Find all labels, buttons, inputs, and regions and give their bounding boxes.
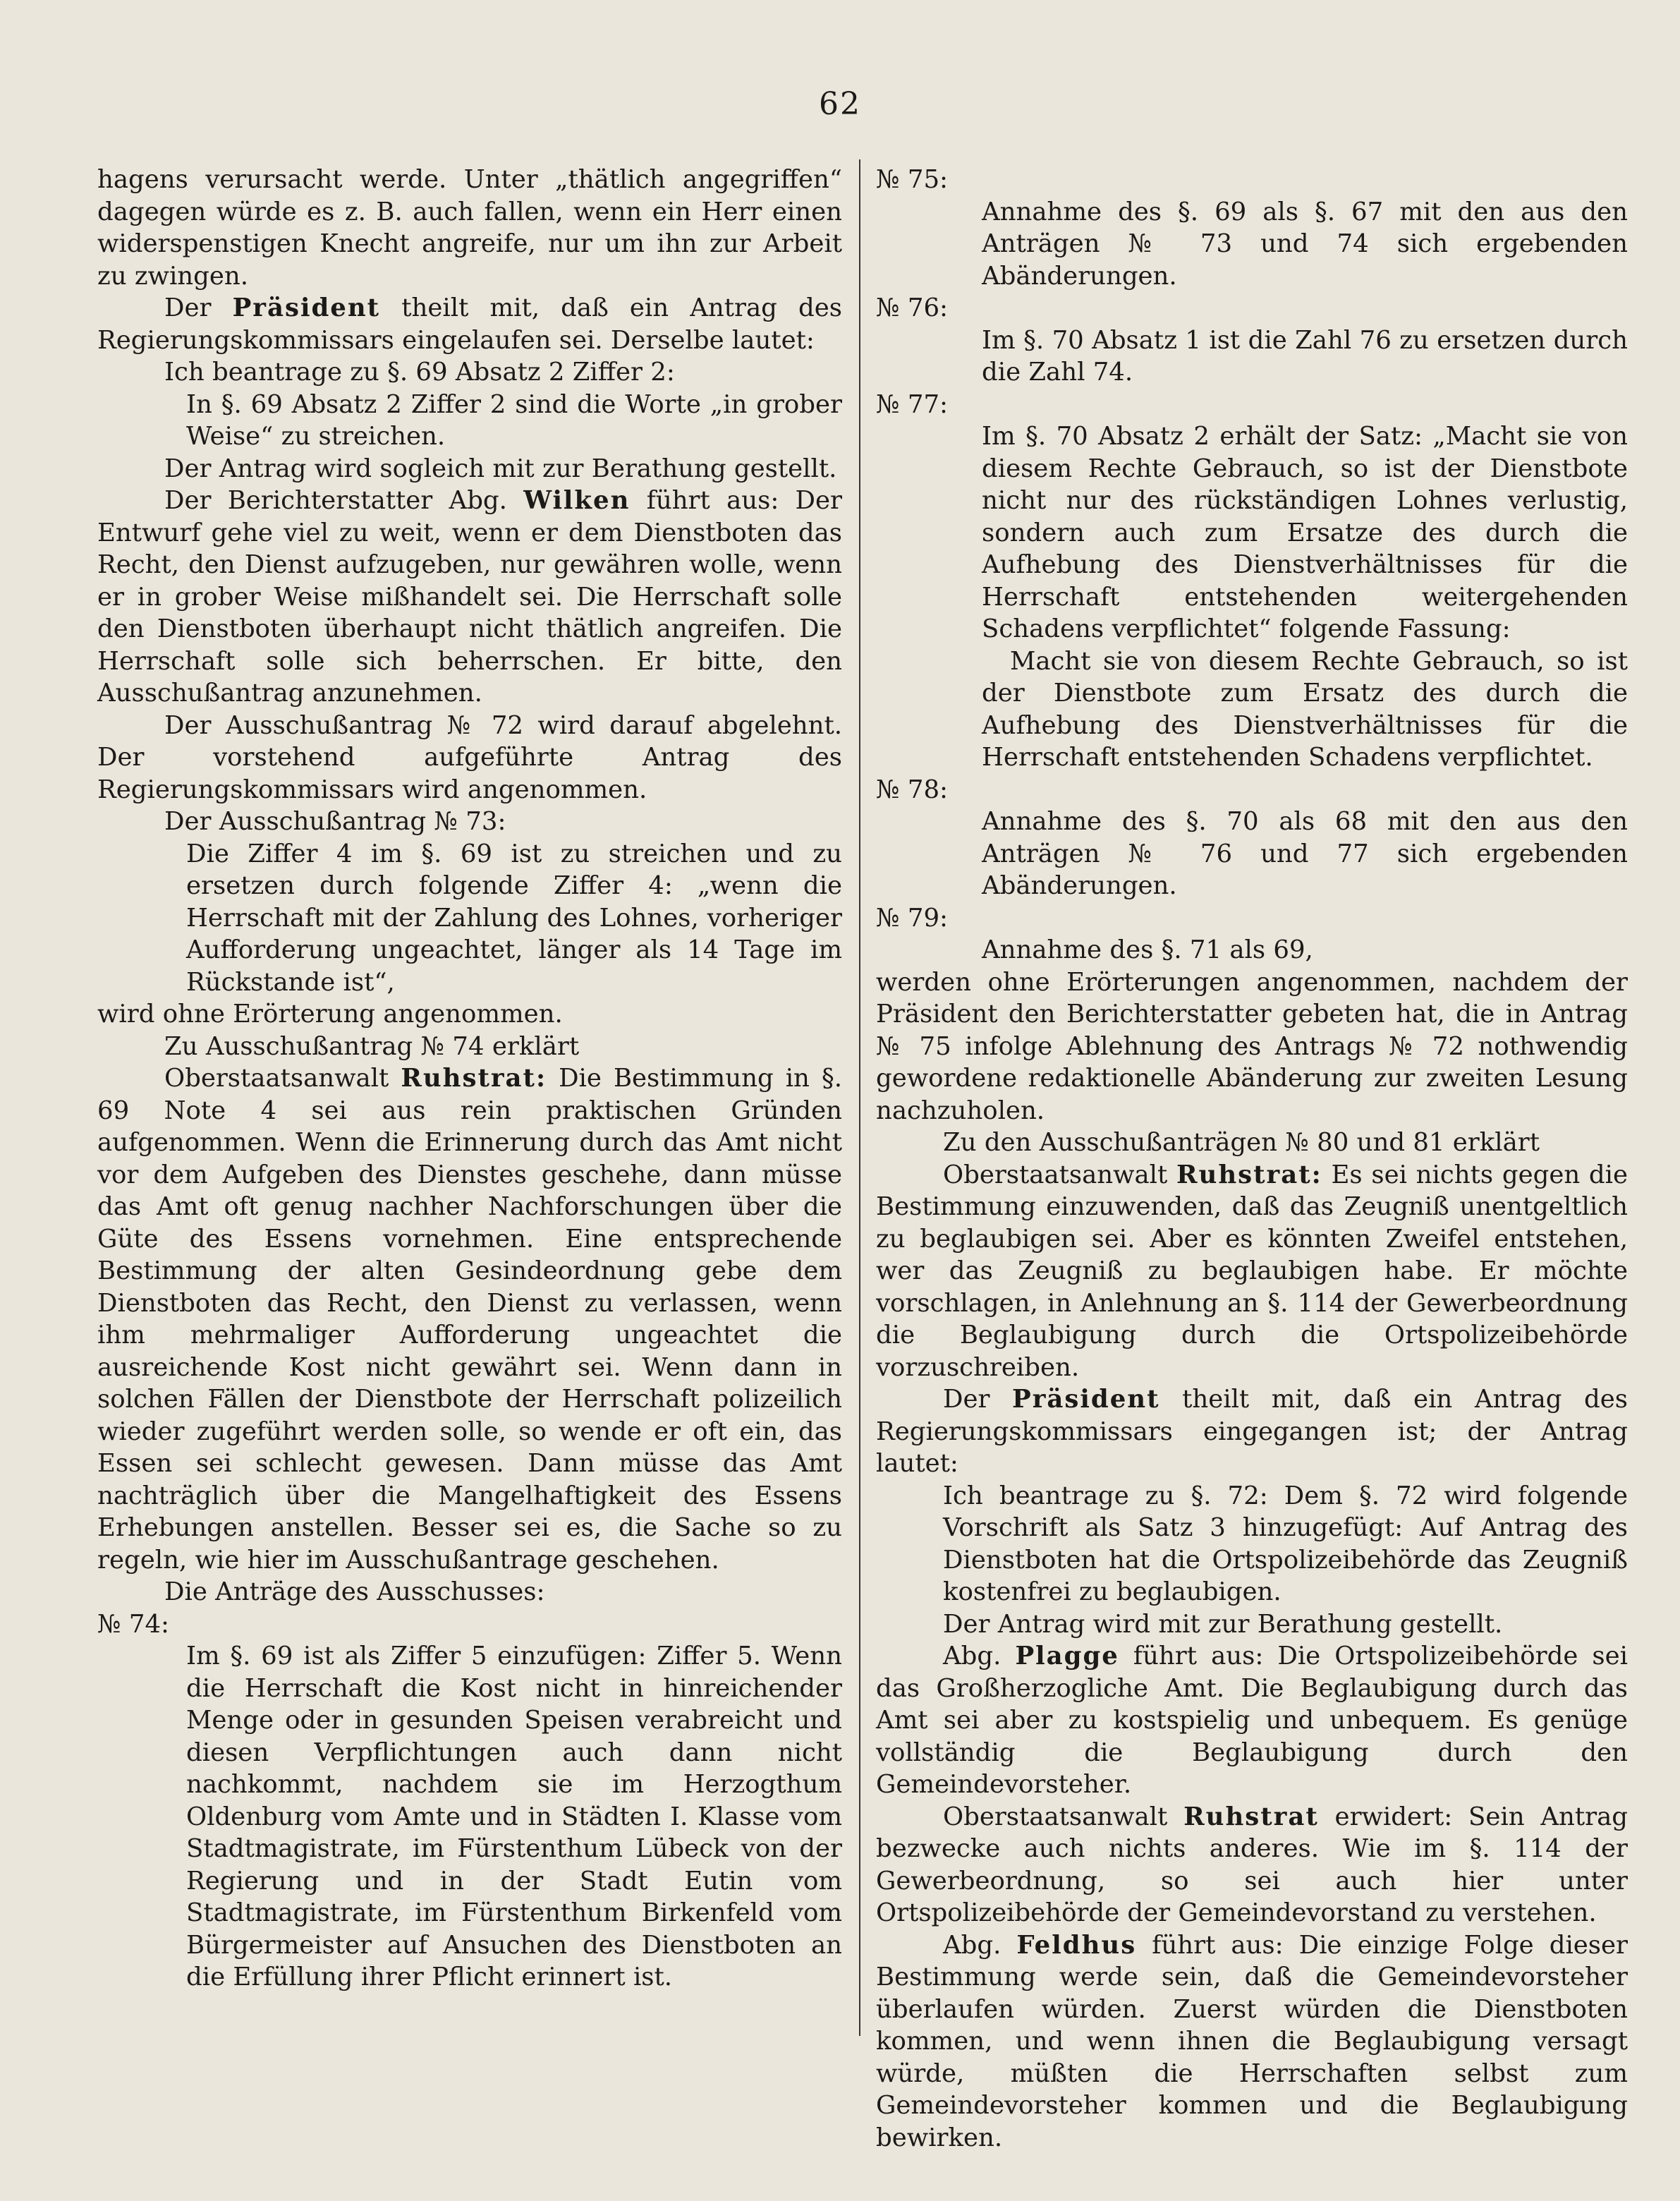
paragraph xyxy=(876,1929,1628,2154)
column-divider xyxy=(859,159,860,2036)
speaker-name: Ruhstrat: xyxy=(401,1064,547,1093)
text: Oberstaatsanwalt xyxy=(943,1802,1184,1831)
paragraph xyxy=(97,292,842,356)
speaker-name: Feldhus xyxy=(1016,1930,1137,1960)
right-column xyxy=(876,164,1628,2154)
text: Abg. xyxy=(943,1930,1017,1960)
quoted-motion: In §. 69 Absatz 2 Ziffer 2 sind die Worte „in grober Weise“ zu streichen. xyxy=(186,389,842,451)
text: Oberstaatsanwalt xyxy=(164,1064,401,1093)
quoted-motion: Annahme des §. 69 als §. 67 mit den aus den Anträgen № 73 und 74 sich ergebenden Abänderungen. xyxy=(982,197,1628,291)
text: führt aus: Der Entwurf gehe viel zu weit, wenn er dem Dienstboten das Recht, den Dienst aufzugeben, nur gewähren wolle, wenn er in grober Weise mißhandelt sei. Die Herrschaft solle den Dienstboten überhaupt nicht thätlich angreifen. Die Herrschaft solle sich beherrschen. Er bitte, den Ausschußantrag anzunehmen. xyxy=(97,486,842,708)
text: Oberstaatsanwalt xyxy=(943,1160,1177,1189)
quoted-motion: Die Ziffer 4 im §. 69 ist zu streichen und zu ersetzen durch folgende Ziffer 4: „wenn die Herrschaft mit der Zahlung des Lohnes, vorheriger Aufforderung ungeachtet, länger als 14 Tage im Rückstande ist“, xyxy=(186,839,842,997)
paragraph: Zu den Ausschußanträgen № 80 und 81 erklärt xyxy=(943,1128,1540,1157)
paragraph: hagens verursacht werde. Unter „thätlich angegriffen“ dagegen würde es z. B. auch fallen, wenn ein Herr einen widerspenstigen Knecht angreife, nur um ihn zur Arbeit zu zwingen. xyxy=(97,165,842,291)
motion-number: № 74: xyxy=(97,1609,170,1639)
paragraph: Ich beantrage zu §. 69 Absatz 2 Ziffer 2: xyxy=(164,358,675,387)
speaker-name: Ruhstrat: xyxy=(1176,1160,1322,1189)
left-column xyxy=(97,164,842,1994)
quoted-motion: Ich beantrage zu §. 72: Dem §. 72 wird folgende Vorschrift als Satz 3 hinzugefügt: Auf Antrag des Dienstboten hat die Ortspolizeibehörde das Zeugniß kostenfrei zu beglaubigen. xyxy=(943,1481,1628,1606)
text: theilt mit, daß ein Antrag des Regierungskommissars eingelaufen sei. Derselbe lautet: xyxy=(97,293,843,355)
quoted-motion: Macht sie von diesem Rechte Gebrauch, so ist der Dienstbote zum Ersatz des durch die Aufhebung des Dienstverhältnisses für die Herrschaft entstehenden Schadens verpflichtet. xyxy=(982,646,1628,772)
paragraph xyxy=(876,1640,1628,1801)
quoted-motion: Annahme des §. 71 als 69, xyxy=(982,935,1313,964)
paragraph: Der Ausschußantrag № 73: xyxy=(164,807,506,836)
speaker-name: Wilken xyxy=(523,486,631,515)
page-number: 62 xyxy=(819,86,861,122)
quoted-motion: Im §. 70 Absatz 1 ist die Zahl 76 zu ersetzen durch die Zahl 74. xyxy=(982,325,1628,387)
text: Der xyxy=(164,293,233,322)
text: erwidert: Sein Antrag bezwecke auch nichts anderes. Wie im §. 114 der Gewerbeordnung, so sei auch hier unter Ortspolizeibehörde der Gemeindevorstand zu verstehen. xyxy=(876,1802,1628,1927)
paragraph: wird ohne Erörterung angenommen. xyxy=(97,1000,563,1029)
paragraph: werden ohne Erörterungen angenommen, nachdem der Präsident den Berichterstatter gebeten hat, die in Antrag № 75 infolge Ablehnung des Antrags № 72 nothwendig gewordene redaktionelle Abänderung zur zweiten Lesung nachzuholen. xyxy=(876,967,1628,1125)
paragraph xyxy=(876,1801,1628,1929)
paragraph xyxy=(97,1062,842,1576)
paragraph xyxy=(876,1159,1628,1384)
paragraph: Die Anträge des Ausschusses: xyxy=(164,1577,545,1606)
quoted-motion: Annahme des §. 70 als 68 mit den aus den Anträgen № 76 und 77 sich ergebenden Abänderungen. xyxy=(982,807,1628,900)
motion-number: № 76: xyxy=(876,293,949,322)
paragraph: Zu Ausschußantrag № 74 erklärt xyxy=(164,1031,580,1061)
speaker-name: Ruhstrat xyxy=(1183,1802,1319,1831)
motion-number: № 78: xyxy=(876,775,949,804)
text: theilt mit, daß ein Antrag des Regierungskommissars eingegangen ist; der Antrag lautet: xyxy=(876,1385,1628,1478)
motion-number: № 75: xyxy=(876,165,949,194)
speaker-name: Präsident xyxy=(232,293,381,322)
paragraph: Der Antrag wird sogleich mit zur Berathung gestellt. xyxy=(164,454,837,483)
quoted-motion: Im §. 70 Absatz 2 erhält der Satz: „Macht sie von diesem Rechte Gebrauch, so ist der Dienstbote nicht nur des rückständigen Lohnes verlustig, sondern auch zum Ersatze des durch die Aufhebung des Dienstverhältnisses für die Herrschaft entstehenden weitergehenden Schadens verpflichtet“ folgende Fassung: xyxy=(982,422,1628,643)
text: führt aus: Die einzige Folge dieser Bestimmung werde sein, daß die Gemeindevorsteher überlaufen würden. Zuerst würden die Dienstboten kommen, und wenn ihnen die Beglaubigung versagt würde, müßten die Herrschaften selbst zum Gemeindevorsteher kommen und die Beglaubigung bewirken. xyxy=(876,1930,1629,2152)
paragraph: Der Ausschußantrag № 72 wird darauf abgelehnt. Der vorstehend aufgeführte Antrag des Regierungskommissars wird angenommen. xyxy=(97,710,842,804)
speaker-name: Präsident xyxy=(1012,1385,1160,1414)
text: Der Berichterstatter Abg. xyxy=(164,486,524,515)
motion-number: № 77: xyxy=(876,389,949,419)
text: Der xyxy=(943,1385,1013,1414)
text: Abg. xyxy=(943,1642,1016,1671)
paragraph xyxy=(97,485,842,710)
quoted-motion: Im §. 69 ist als Ziffer 5 einzufügen: Ziffer 5. Wenn die Herrschaft die Kost nicht in hinreichender Menge oder in gesunden Speisen verabreicht und diesen Verpflichtungen auch dann nicht nachkommt, nachdem sie im Herzogthum Oldenburg vom Amte und in Städten I. Klasse vom Stadtmagistrate, im Fürstenthum Lübeck von der Regierung und in der Stadt Eutin vom Stadtmagistrate, im Fürstenthum Birkenfeld vom Bürgermeister auf Ansuchen des Dienstboten an die Erfüllung ihrer Pflicht erinnert ist. xyxy=(186,1642,842,1991)
paragraph: Der Antrag wird mit zur Berathung gestellt. xyxy=(943,1609,1503,1639)
speaker-name: Plagge xyxy=(1015,1642,1119,1671)
paragraph xyxy=(876,1383,1628,1480)
text: führt aus: Die Ortspolizeibehörde sei das Großherzogliche Amt. Die Beglaubigung durch das Amt sei aber zu kostspielig und unbequem. Es genüge vollständig die Beglaubigung durch den Gemeindevorsteher. xyxy=(876,1642,1628,1799)
text: Es sei nichts gegen die Bestimmung einzuwenden, daß das Zeugniß unentgeltlich zu beglaubigen sei. Aber es könnten Zweifel entstehen, wer das Zeugniß zu beglaubigen habe. Er möchte vorschlagen, in Anlehnung an §. 114 der Gewerbeordnung die Beglaubigung durch die Ortspolizeibehörde vorzuschreiben. xyxy=(876,1160,1629,1382)
motion-number: № 79: xyxy=(876,903,949,933)
text: Die Bestimmung in §. 69 Note 4 sei aus rein praktischen Gründen aufgenommen. Wenn die Erinnerung durch das Amt nicht vor dem Aufgeben des Dienstes geschehe, dann müsse das Amt oft genug nachher Nachforschungen über die Güte des Essens vornehmen. Eine entsprechende Bestimmung der alten Gesindeordnung gebe dem Dienstboten das Recht, den Dienst zu verlassen, wenn ihm mehrmaliger Aufforderung ungeachtet die ausreichende Kost nicht gewährt sei. Wenn dann in solchen Fällen der Dienstbote der Herrschaft polizeilich wieder zugeführt werden solle, so wende er oft ein, das Essen sei schlecht gewesen. Dann müsse das Amt nachträglich über die Mangelhaftigkeit des Essens Erhebungen anstellen. Besser sei es, die Sache so zu regeln, wie hier im Ausschußantrage geschehen. xyxy=(97,1064,842,1575)
